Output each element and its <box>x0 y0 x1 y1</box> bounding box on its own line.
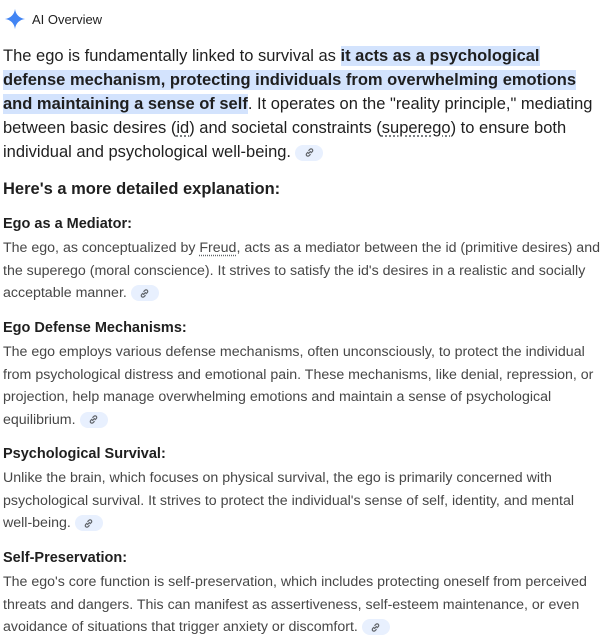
source-link-chip[interactable] <box>295 145 323 161</box>
section-body <box>3 341 607 431</box>
section-text: The ego's core function is self-preservation, which includes protecting oneself from perceived threats and dangers. This can manifest as assertiveness, self-esteem maintenance, or even avoidance of situations that trigger anxiety or discomfort. <box>3 574 587 635</box>
summary-text-mid2: ) and societal constraints ( <box>189 119 382 137</box>
link-icon <box>139 288 150 299</box>
section-text: The ego employs various defense mechanisms, often unconsciously, to protect the individual from psychological distress and emotional pain. These mechanisms, like denial, repression, or projection, help manage overwhelming emotions and maintain a sense of psychological equilibrium. <box>3 344 594 428</box>
section-title: Self-Preservation: <box>3 550 128 566</box>
summary-text-prefix: The ego is fundamentally linked to survival as <box>3 47 341 65</box>
section-self-preservation <box>3 548 607 639</box>
ai-overview-title: AI Overview <box>32 11 103 27</box>
sparkle-icon <box>4 8 26 30</box>
section-body <box>3 571 607 639</box>
section-psychological-survival <box>3 444 607 535</box>
section-text-post: , acts as a mediator between the id (primitive desires) and the superego (moral conscience). It strives to satisfy the id's desires in a realistic and socially acceptable manner. <box>3 240 600 301</box>
ai-overview-header <box>4 8 102 30</box>
summary-text-suffix: ) to ensure both individual and psychological well-being. <box>3 119 567 161</box>
section-ego-defense-mechanisms <box>3 318 607 431</box>
link-icon <box>88 414 99 425</box>
section-title: Ego Defense Mechanisms: <box>3 320 187 336</box>
section-text-pre: The ego, as conceptualized by <box>3 240 200 256</box>
link-icon <box>83 518 94 529</box>
section-ego-mediator <box>3 214 607 305</box>
summary-highlight: it acts as a psychological defense mechanism, protecting individuals from overwhelming emotions and maintaining a sense of self <box>3 47 577 113</box>
overview-summary <box>3 44 603 164</box>
section-body <box>3 237 607 305</box>
summary-text-mid: . It operates on the "reality principle," mediating between basic desires ( <box>3 95 593 137</box>
section-body <box>3 467 607 535</box>
term-freud-link[interactable]: Freud <box>199 240 237 256</box>
section-title: Psychological Survival: <box>3 446 166 462</box>
link-icon <box>304 147 315 158</box>
term-id-link[interactable]: id <box>176 119 190 137</box>
detail-heading: Here's a more detailed explanation: <box>3 180 281 198</box>
link-icon <box>370 622 381 633</box>
term-superego-link[interactable]: superego <box>381 119 451 137</box>
source-link-chip[interactable] <box>80 412 108 428</box>
source-link-chip[interactable] <box>75 515 103 531</box>
source-link-chip[interactable] <box>131 285 159 301</box>
section-title: Ego as a Mediator: <box>3 216 132 232</box>
source-link-chip[interactable] <box>362 619 390 635</box>
section-text: Unlike the brain, which focuses on physical survival, the ego is primarily concerned with psychological survival. It strives to protect the individual's sense of self, identity, and mental well-being. <box>3 470 575 531</box>
